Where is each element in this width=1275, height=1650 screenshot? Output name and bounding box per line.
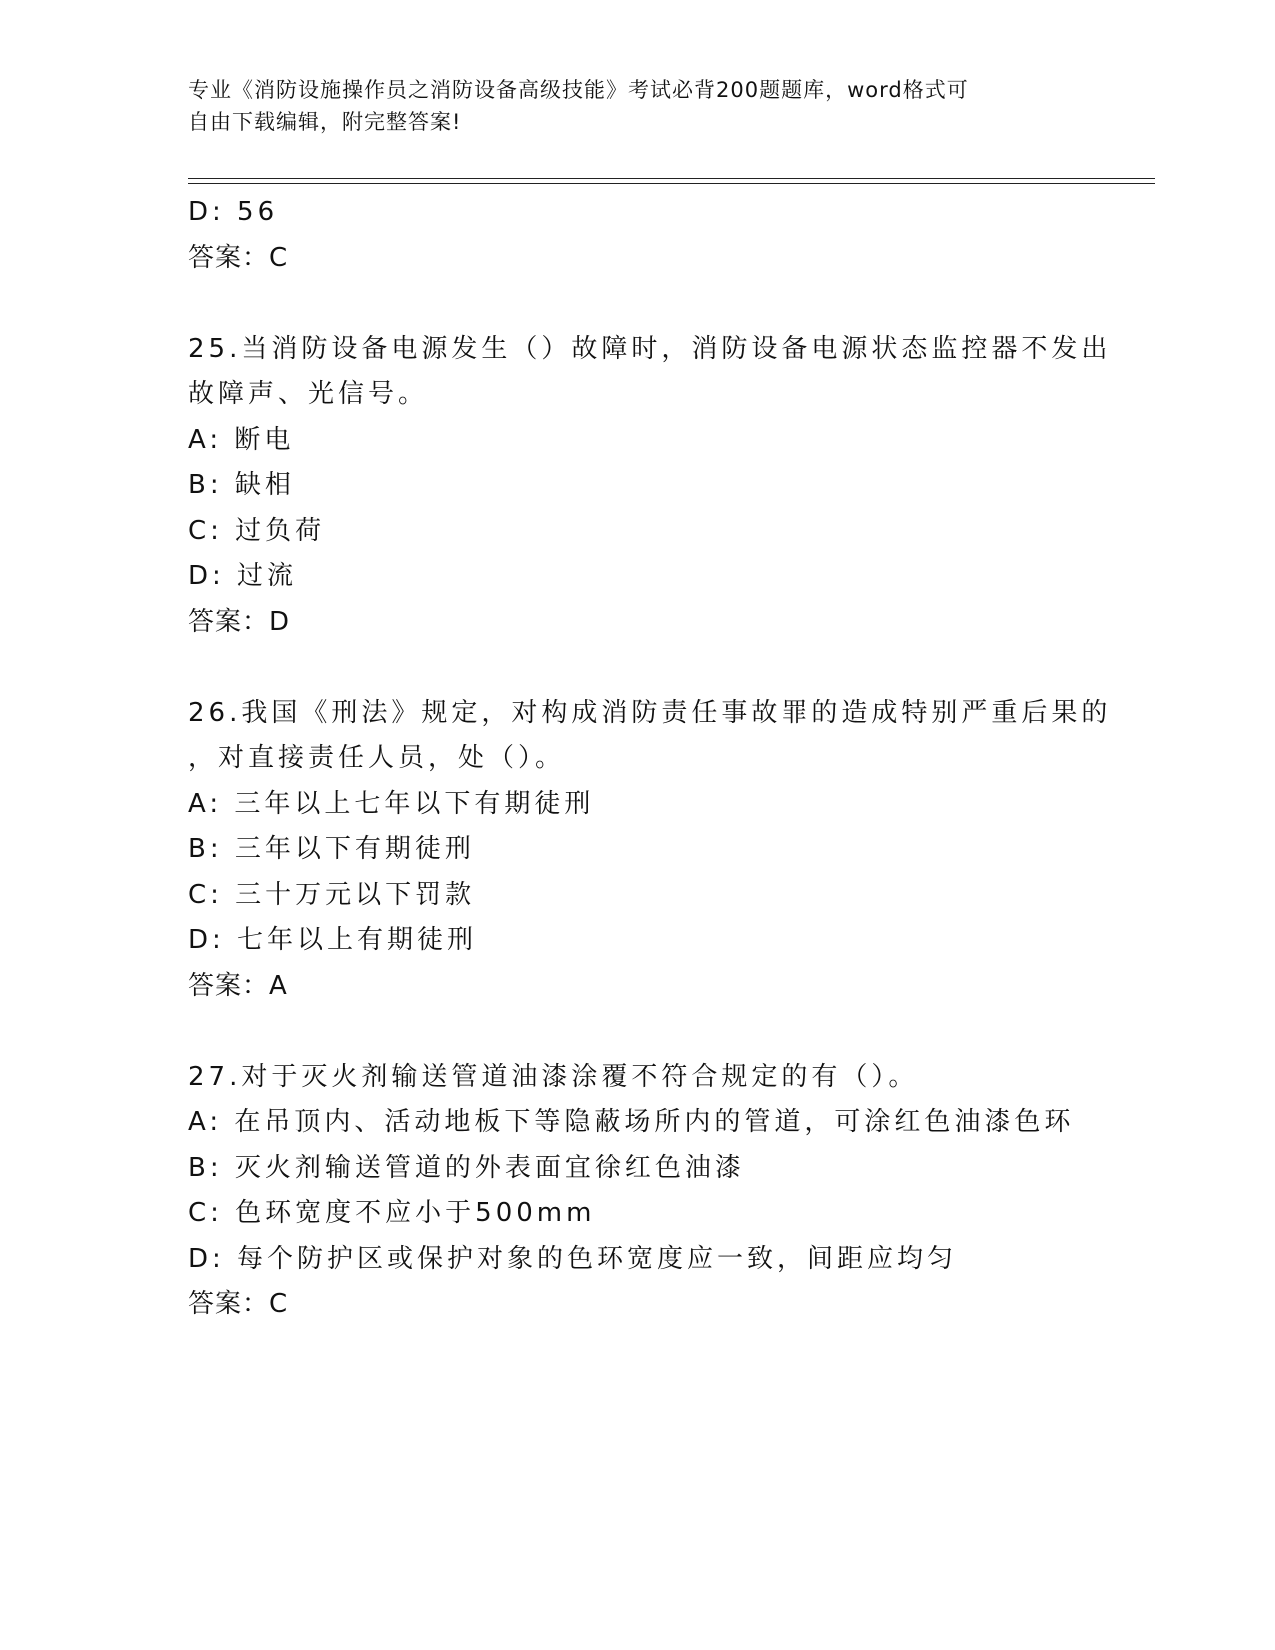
question-27-text-line-1: 27.对于灭火剂输送管道油漆涂覆不符合规定的有（）。 <box>188 1061 919 1092</box>
spacer <box>188 281 1088 327</box>
question-27-option-c: C: 色环宽度不应小于500mm <box>188 1198 596 1228</box>
question-27 <box>188 1055 1088 1328</box>
question-25-option-a: A: 断电 <box>188 424 295 455</box>
question-26 <box>188 691 1112 1010</box>
spacer <box>188 645 1088 691</box>
carryover-answer: 答案：C <box>188 242 289 273</box>
spacer <box>188 1009 1088 1055</box>
question-26-answer: 答案：A <box>188 970 288 1001</box>
question-27-option-d: D: 每个防护区或保护对象的色环宽度应一致，间距应均匀 <box>188 1243 958 1274</box>
question-27-answer: 答案：C <box>188 1289 289 1319</box>
carryover-option-d: D: 56 <box>188 197 279 227</box>
question-25-answer: 答案：D <box>188 606 291 637</box>
question-26-option-c: C: 三十万元以下罚款 <box>188 879 476 910</box>
header-rule-top <box>188 178 1155 179</box>
question-26-option-d: D: 七年以上有期徒刑 <box>188 925 478 955</box>
question-25-option-c: C: 过负荷 <box>188 515 326 546</box>
question-25 <box>188 327 1112 646</box>
question-26-text-line-2: ，对直接责任人员，处（）。 <box>188 743 566 773</box>
question-25-option-d: D: 过流 <box>188 561 298 591</box>
question-content <box>188 190 1112 1328</box>
document-header <box>188 74 1088 138</box>
question-26-text-line-1: 26.我国《刑法》规定，对构成消防责任事故罪的造成特别严重后果的 <box>188 697 1112 728</box>
question-26-option-a: A: 三年以上七年以下有期徒刑 <box>188 788 595 819</box>
header-line-1: 专业《消防设施操作员之消防设备高级技能》考试必背200题题库，word格式可 <box>188 78 969 102</box>
question-27-option-b: B: 灭火剂输送管道的外表面宜徐红色油漆 <box>188 1152 745 1183</box>
header-rule-bottom <box>188 183 1155 184</box>
question-25-text-line-2: 故障声、光信号。 <box>188 379 429 409</box>
question-25-text-line-1: 25.当消防设备电源发生（）故障时，消防设备电源状态监控器不发出 <box>188 333 1112 364</box>
header-line-2: 自由下载编辑，附完整答案! <box>188 110 462 134</box>
question-27-option-a: A: 在吊顶内、活动地板下等隐蔽场所内的管道，可涂红色油漆色环 <box>188 1107 1075 1137</box>
question-26-option-b: B: 三年以下有期徒刑 <box>188 834 475 864</box>
question-25-option-b: B: 缺相 <box>188 470 295 500</box>
